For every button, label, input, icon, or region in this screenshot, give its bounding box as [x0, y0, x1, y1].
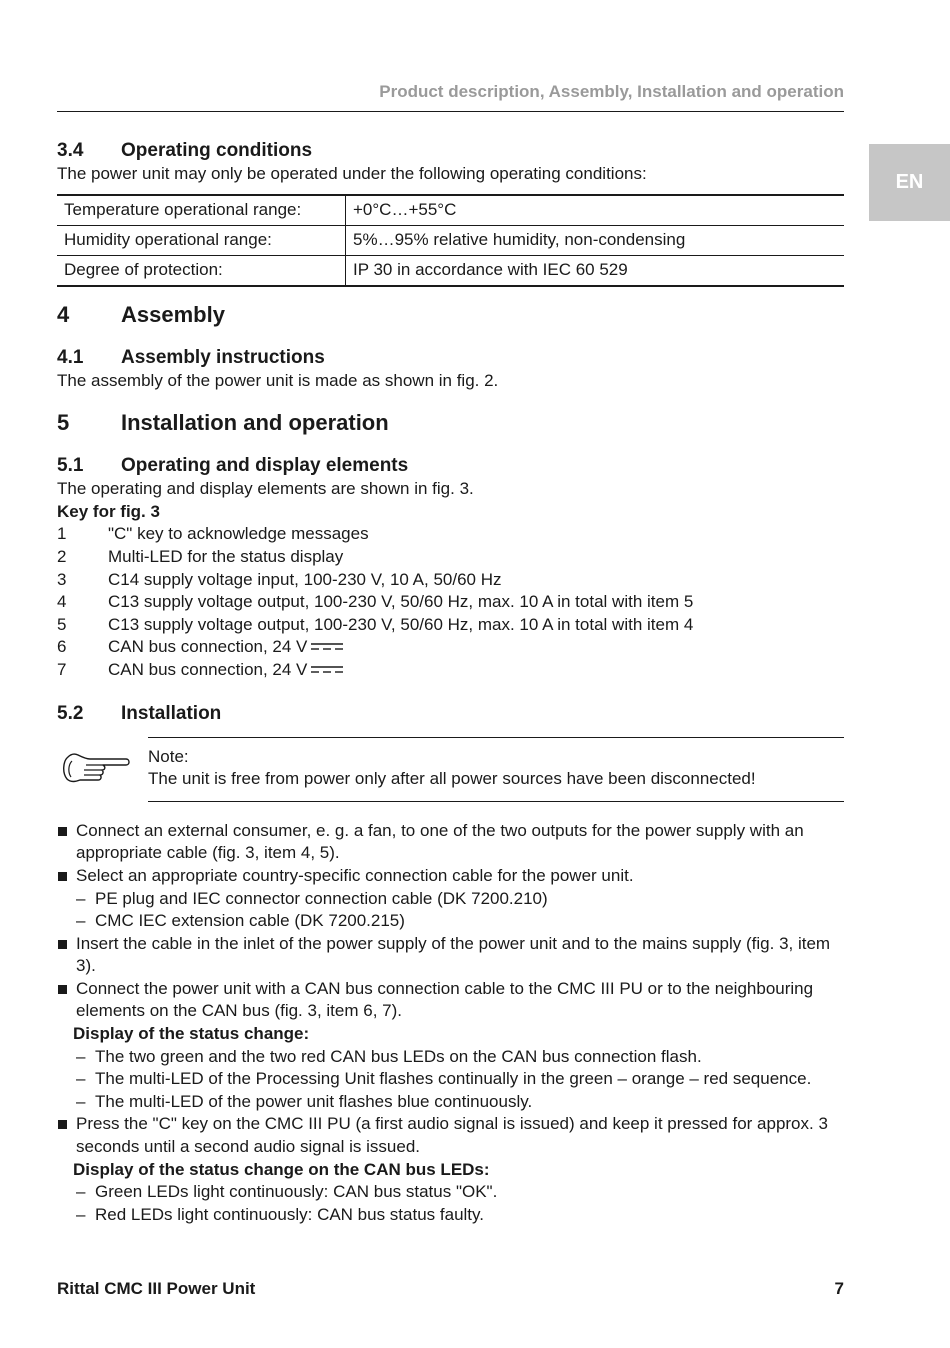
- square-bullet-icon: [57, 820, 76, 865]
- bullet-text: Press the "C" key on the CMC III PU (a first audio signal is issued) and keep it pressed for approx. 3 seconds until a second audio signal is issued.: [76, 1114, 828, 1157]
- language-tab: EN: [869, 144, 950, 221]
- section-5-1-heading: [57, 454, 844, 478]
- section-number: 5: [57, 410, 70, 436]
- installation-steps: [57, 820, 844, 1227]
- sub-bullet-text: CMC IEC extension cable (DK 7200.215): [95, 911, 405, 931]
- section-title: Installation: [121, 702, 222, 724]
- list-item: [57, 569, 844, 592]
- page-footer: [57, 1278, 844, 1301]
- section-number: 4: [57, 301, 70, 327]
- square-bullet-icon: [57, 865, 76, 888]
- section-5-heading: [57, 408, 844, 438]
- key-list: [57, 523, 844, 681]
- bullet-text: Insert the cable in the inlet of the power supply of the power unit and to the mains supply (fig. 3, item 3).: [76, 933, 831, 976]
- display-can-title: Display of the status change on the CAN bus LEDs:: [73, 1159, 490, 1179]
- list-item: [57, 659, 844, 682]
- list-item: [76, 888, 844, 911]
- table-cell-label: Humidity operational range:: [57, 225, 346, 255]
- list-item: [57, 523, 844, 546]
- list-item: [57, 591, 844, 614]
- section-title: Operating conditions: [121, 140, 313, 161]
- key-number: 1: [57, 524, 67, 544]
- key-number: 3: [57, 569, 67, 589]
- table-row: [57, 225, 844, 255]
- list-item: [76, 1068, 844, 1091]
- section-4-1-text: The assembly of the power unit is made as shown in fig. 2.: [57, 370, 499, 390]
- key-text: CAN bus connection, 24 V: [108, 637, 308, 657]
- list-item: [76, 1046, 844, 1069]
- list-item: [76, 910, 844, 933]
- header-rule: [57, 111, 844, 112]
- section-4-heading: [57, 300, 844, 330]
- key-text: CAN bus connection, 24 V: [108, 659, 308, 679]
- key-text-with-symbol: [108, 659, 343, 682]
- section-title: Installation and operation: [121, 410, 389, 436]
- section-number: 4.1: [57, 346, 84, 368]
- dash-bullet: –: [76, 1091, 86, 1111]
- note-text: The unit is free from power only after all power sources have been disconnected!: [148, 769, 756, 789]
- list-item: [57, 614, 844, 637]
- dc-current-symbol-icon: [311, 642, 343, 651]
- sub-bullet-text: The two green and the two red CAN bus LEDs on the CAN bus connection flash.: [95, 1046, 702, 1066]
- dash-bullet: –: [76, 1182, 86, 1202]
- section-4-1-heading: [57, 346, 844, 370]
- sub-bullet-text: Red LEDs light continuously: CAN bus status faulty.: [95, 1204, 484, 1224]
- dash-bullet: –: [76, 911, 86, 931]
- list-item: [57, 636, 844, 659]
- key-title: Key for fig. 3: [57, 501, 160, 521]
- list-item: [57, 865, 844, 888]
- section-title: Operating and display elements: [121, 455, 409, 477]
- page-content: [57, 139, 844, 1226]
- key-number: 6: [57, 637, 67, 657]
- key-text: C13 supply voltage output, 100-230 V, 50/60 Hz, max. 10 A in total with item 4: [108, 614, 694, 634]
- bullet-text: Connect the power unit with a CAN bus connection cable to the CMC III PU or to the neighbouring elements on the CAN bus (fig. 3, item 6, 7).: [76, 978, 814, 1021]
- running-header: Product description, Assembly, Installation and operation: [379, 82, 844, 101]
- section-title: Assembly: [121, 301, 225, 327]
- sub-bullet-text: The multi-LED of the Processing Unit flashes continually in the green – orange – red sequence.: [95, 1069, 812, 1089]
- display-status-title: Display of the status change:: [73, 1024, 310, 1044]
- key-text-with-symbol: [108, 636, 343, 659]
- list-item: [76, 1091, 844, 1114]
- section-5-2-heading: [57, 702, 844, 726]
- list-item: [76, 1204, 844, 1227]
- dc-current-symbol-icon: [311, 665, 343, 674]
- table-cell-label: Degree of protection:: [57, 255, 346, 286]
- table-cell-value: +0°C…+55°C: [346, 195, 845, 226]
- square-bullet-icon: [57, 1113, 76, 1158]
- operating-conditions-table: [57, 194, 844, 287]
- dash-bullet: –: [76, 888, 86, 908]
- list-item: [57, 546, 844, 569]
- square-bullet-icon: [57, 978, 76, 1023]
- section-3-4-intro: The power unit may only be operated under the following operating conditions:: [57, 164, 647, 183]
- key-text: C14 supply voltage input, 100-230 V, 10 A, 50/60 Hz: [108, 569, 502, 589]
- note-label: Note:: [148, 746, 189, 766]
- sub-bullet-text: Green LEDs light continuously: CAN bus status "OK".: [95, 1182, 498, 1202]
- footer-product-name: Rittal CMC III Power Unit: [57, 1279, 256, 1298]
- note-box: [60, 737, 844, 802]
- table-row: [57, 255, 844, 286]
- sub-bullet-text: PE plug and IEC connector connection cable (DK 7200.210): [95, 888, 548, 908]
- section-3-4-heading: [57, 139, 844, 163]
- bullet-text: Select an appropriate country-specific connection cable for the power unit.: [76, 865, 634, 885]
- list-item: [57, 933, 844, 978]
- key-number: 4: [57, 592, 67, 612]
- key-text: "C" key to acknowledge messages: [108, 524, 369, 544]
- page-number: 7: [834, 1279, 844, 1298]
- section-5-1-text: The operating and display elements are shown in fig. 3.: [57, 479, 474, 499]
- list-item: [57, 820, 844, 865]
- bullet-text: Connect an external consumer, e. g. a fan, to one of the two outputs for the power supply with an appropriate cable (fig. 3, item 4, 5).: [76, 820, 804, 863]
- table-cell-value: 5%…95% relative humidity, non-condensing: [346, 225, 845, 255]
- sub-bullet-text: The multi-LED of the power unit flashes blue continuously.: [95, 1091, 533, 1111]
- key-number: 7: [57, 659, 67, 679]
- pointing-hand-icon: [60, 737, 148, 802]
- section-number: 5.2: [57, 702, 84, 724]
- table-row: [57, 195, 844, 226]
- dash-bullet: –: [76, 1069, 86, 1089]
- square-bullet-icon: [57, 933, 76, 978]
- key-text: C13 supply voltage output, 100-230 V, 50/60 Hz, max. 10 A in total with item 5: [108, 592, 694, 612]
- list-item: [57, 1113, 844, 1158]
- table-cell-label: Temperature operational range:: [57, 195, 346, 226]
- list-item: [76, 1181, 844, 1204]
- note-body: [148, 737, 844, 802]
- dash-bullet: –: [76, 1046, 86, 1066]
- section-title: Assembly instructions: [121, 346, 325, 368]
- section-number: 3.4: [57, 140, 84, 161]
- table-cell-value: IP 30 in accordance with IEC 60 529: [346, 255, 845, 286]
- section-number: 5.1: [57, 455, 84, 477]
- key-text: Multi-LED for the status display: [108, 546, 344, 566]
- key-number: 2: [57, 546, 67, 566]
- key-number: 5: [57, 614, 67, 634]
- dash-bullet: –: [76, 1204, 86, 1224]
- list-item: [57, 978, 844, 1023]
